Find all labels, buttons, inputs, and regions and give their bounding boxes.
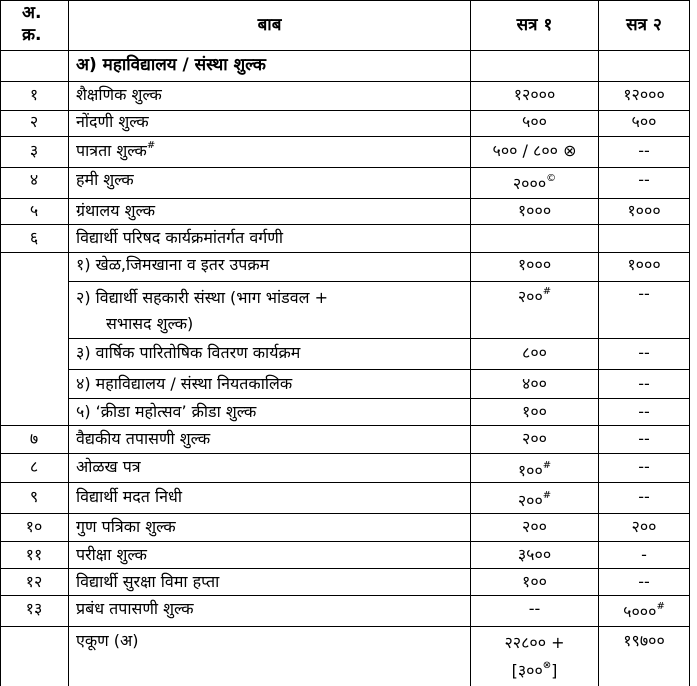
row-12-sem1: १०० [522,572,547,591]
hash-footnote-mark: # [542,285,552,297]
row-divider [0,167,690,168]
row-3-item: पात्रता शुल्क# [76,139,156,160]
row-11-sr: ११ [25,545,43,564]
hash-footnote-mark: # [146,139,156,151]
row-3-sem1: ५०० / ८०० ⊗ [492,141,577,160]
row-2-sem2: ५०० [631,112,657,131]
section-title: अ) महाविद्यालय / संस्था शुल्क [76,55,266,75]
row-divider [0,541,690,542]
subrow-5-sem1: १०० [522,402,547,421]
row-divider [0,0,690,1]
row-divider [0,81,690,82]
row-12-item: विद्यार्थी सुरक्षा विमा हप्ता [76,572,220,591]
row-4-item: हमी शुल्क [76,170,134,189]
row-divider [0,224,690,225]
header-sr-line2: क्र. [22,25,42,45]
row-5-item: ग्रंथालय शुल्क [76,201,155,220]
row-5-sem2: १००० [627,201,661,220]
row-divider [0,568,690,569]
subrow-1-sem2: १००० [627,255,661,274]
row-8-sr: ८ [29,457,39,476]
row-divider [0,425,690,426]
row-divider [0,482,690,483]
row-4-sem2: -- [638,170,650,189]
subrow-2-sem2: -- [638,284,650,303]
row-6-item: विद्यार्थी परिषद कार्यक्रमांतर्गत वर्गणी [76,228,283,247]
row-13-item: प्रबंध तपासणी शुल्क [76,599,194,618]
row-divider [0,252,690,253]
header-sem1: सत्र १ [516,15,553,35]
subrow-1-item: १) खेळ,जिमखाना व इतर उपक्रम [76,255,270,274]
row-divider [68,281,690,282]
total-sem2: १९७०० [623,631,665,650]
row-2-sem1: ५०० [522,112,547,131]
circled-x-footnote-mark: ⊗ [542,659,552,671]
row-3-sr: ३ [29,141,39,160]
row-divider [0,198,690,199]
row-10-item: गुण पत्रिका शुल्क [76,517,176,536]
row-12-sem2: -- [638,572,650,591]
row-divider [0,513,690,514]
header-sem2: सत्र २ [626,15,662,35]
row-8-sem1: १००# [517,459,552,480]
subrow-4-item: ४) महाविद्यालय / संस्था नियतकालिक [76,374,293,393]
total-item: एकूण (अ) [76,631,139,650]
row-divider [0,626,690,627]
subrow-5-item: ५) ‘क्रीडा महोत्सव’ क्रीडा शुल्क [76,402,257,421]
row-4-sr: ४ [29,170,39,189]
row-13-sem1: -- [528,599,541,618]
row-7-sr: ७ [29,429,39,448]
row-10-sr: १० [25,517,43,536]
row-divider [0,136,690,137]
subrow-4-sem1: ४०० [522,374,547,393]
row-9-sem1: २००# [517,489,552,510]
row-1-sem2: १२००० [623,85,665,104]
row-2-item: नोंदणी शुल्क [76,112,149,131]
row-7-item: वैद्यकीय तपासणी शुल्क [76,429,211,448]
row-13-sr: १३ [25,599,43,618]
row-divider [68,369,690,370]
row-5-sr: ५ [29,201,39,220]
row-9-sem2: -- [638,487,650,506]
row-1-sr: १ [29,85,39,104]
header-item: बाब [257,15,282,35]
row-1-item: शैक्षणिक शुल्क [76,85,162,104]
column-divider [68,0,69,686]
row-divider [68,338,690,339]
row-divider [0,50,690,51]
table-border-right [689,0,690,686]
row-divider [0,595,690,596]
row-7-sem1: २०० [522,429,547,448]
row-11-sem2: - [641,545,647,564]
subrow-5-sem2: -- [638,402,650,421]
row-divider [0,453,690,454]
subrow-3-sem2: -- [638,343,650,362]
subrow-4-sem2: -- [638,374,650,393]
subrow-3-item: ३) वार्षिक पारितोषिक वितरण कार्यक्रम [76,343,301,362]
row-1-sem1: १२००० [513,85,556,104]
row-13-sem2: ५०००# [623,600,665,621]
subrow-2-item-line2: सभासद शुल्क) [106,314,194,333]
row-8-sem2: -- [638,457,650,476]
row-4-sem1: २०००© [512,172,557,193]
row-8-item: ओळख पत्र [76,457,141,476]
total-sem1-line2: [३००⊗] [511,659,558,680]
row-2-sr: २ [29,112,39,131]
subrow-3-sem1: ८०० [522,343,547,362]
row-11-sem1: ३५०० [517,545,552,564]
row-12-sr: १२ [25,572,43,591]
subrow-2-item: २) विद्यार्थी सहकारी संस्था (भाग भांडवल + [76,288,328,307]
row-9-sr: ९ [29,487,39,506]
row-5-sem1: १००० [517,201,552,220]
hash-footnote-mark: # [542,459,552,471]
copyright-footnote-mark: © [546,172,557,184]
row-10-sem2: २०० [631,517,657,536]
row-11-item: परीक्षा शुल्क [76,545,147,564]
total-sem1: २२८०० + [504,633,565,652]
row-3-sem2: -- [638,141,650,160]
hash-footnote-mark: # [656,600,665,612]
row-divider [68,398,690,399]
subrow-2-sem1: २००# [517,285,552,306]
row-7-sem2: -- [638,429,650,448]
row-10-sem1: २०० [522,517,547,536]
header-sr-line1: अ. [22,3,42,23]
subrow-1-sem1: १००० [517,255,552,274]
row-9-item: विद्यार्थी मदत निधी [76,487,182,506]
row-6-sr: ६ [29,228,39,247]
hash-footnote-mark: # [542,489,552,501]
